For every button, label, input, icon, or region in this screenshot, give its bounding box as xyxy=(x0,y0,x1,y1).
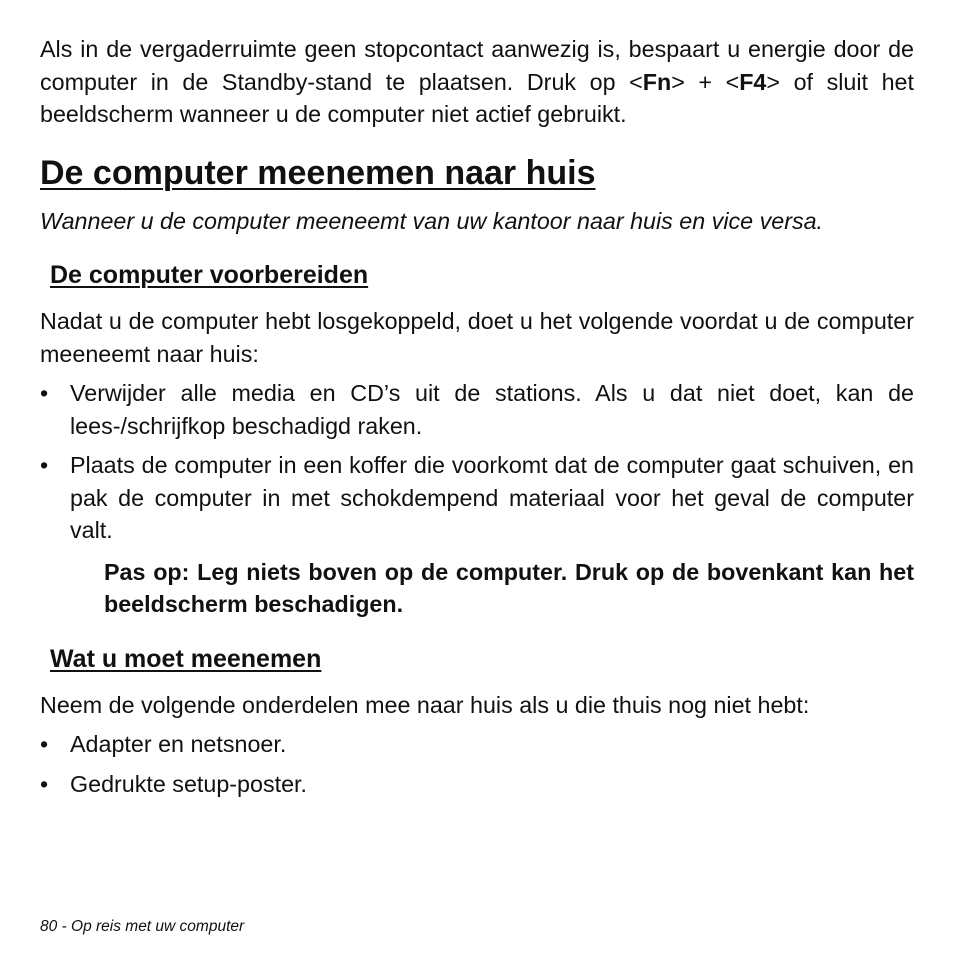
key-f4-open: < xyxy=(725,68,740,95)
key-fn-close: > xyxy=(671,68,685,95)
standby-text-before: Als in de vergaderruimte geen stopcontact aanwezig is, bespaart u energie door de computer in de Standby-stand te plaatsen. Druk op xyxy=(40,36,914,95)
bullet-icon: • xyxy=(40,380,49,406)
list-item-text: Verwijder alle media en CD’s uit de stations. Als u dat niet doet, kan de lees-/schrijfkop beschadigd raken. xyxy=(70,380,914,439)
plus-sign: + xyxy=(684,68,726,95)
document-page xyxy=(40,33,914,800)
list-item-text: Adapter en netsnoer. xyxy=(70,731,287,757)
list-item xyxy=(40,377,914,442)
heading-prepare-computer: De computer voorbereiden xyxy=(50,261,369,289)
list-item-text: Plaats de computer in een koffer die voorkomt dat de computer gaat schuiven, en pak de computer in met schokdempend materiaal voor het geval de computer valt. xyxy=(70,452,914,543)
list-item xyxy=(40,768,914,801)
bring-lead: Neem de volgende onderdelen mee naar huis als u die thuis nog niet hebt: xyxy=(40,691,810,718)
key-f4: F4 xyxy=(739,68,767,95)
prepare-bullet-list xyxy=(40,377,914,547)
section-title: De computer meenemen naar huis xyxy=(40,153,596,192)
heading-what-to-bring: Wat u moet meenemen xyxy=(50,644,322,673)
bullet-icon: • xyxy=(40,731,49,757)
section-intro: Wanneer u de computer meeneemt van uw kantoor naar huis en vice versa. xyxy=(40,207,824,234)
standby-text-after: of sluit het beeldscherm wanneer u de computer niet actief gebruikt. xyxy=(40,68,914,127)
key-fn: Fn xyxy=(642,68,672,95)
prepare-lead: Nadat u de computer hebt losgekoppeld, doet u het volgende voordat u de computer meeneemt naar huis: xyxy=(40,308,914,367)
bring-bullet-list xyxy=(40,728,914,800)
key-f4-close: > xyxy=(766,68,780,95)
key-fn-open: < xyxy=(629,68,643,95)
bullet-icon: • xyxy=(40,770,49,797)
page-footer: 80 - Op reis met uw computer xyxy=(40,918,245,935)
caution-note: Pas op: Leg niets boven op de computer. Druk op de bovenkant kan het beeldscherm beschadigen. xyxy=(104,558,914,617)
list-item xyxy=(40,728,914,761)
list-item xyxy=(40,449,914,547)
list-item-text: Gedrukte setup-poster. xyxy=(70,770,307,797)
bullet-icon: • xyxy=(40,452,49,478)
standby-paragraph xyxy=(40,33,914,131)
